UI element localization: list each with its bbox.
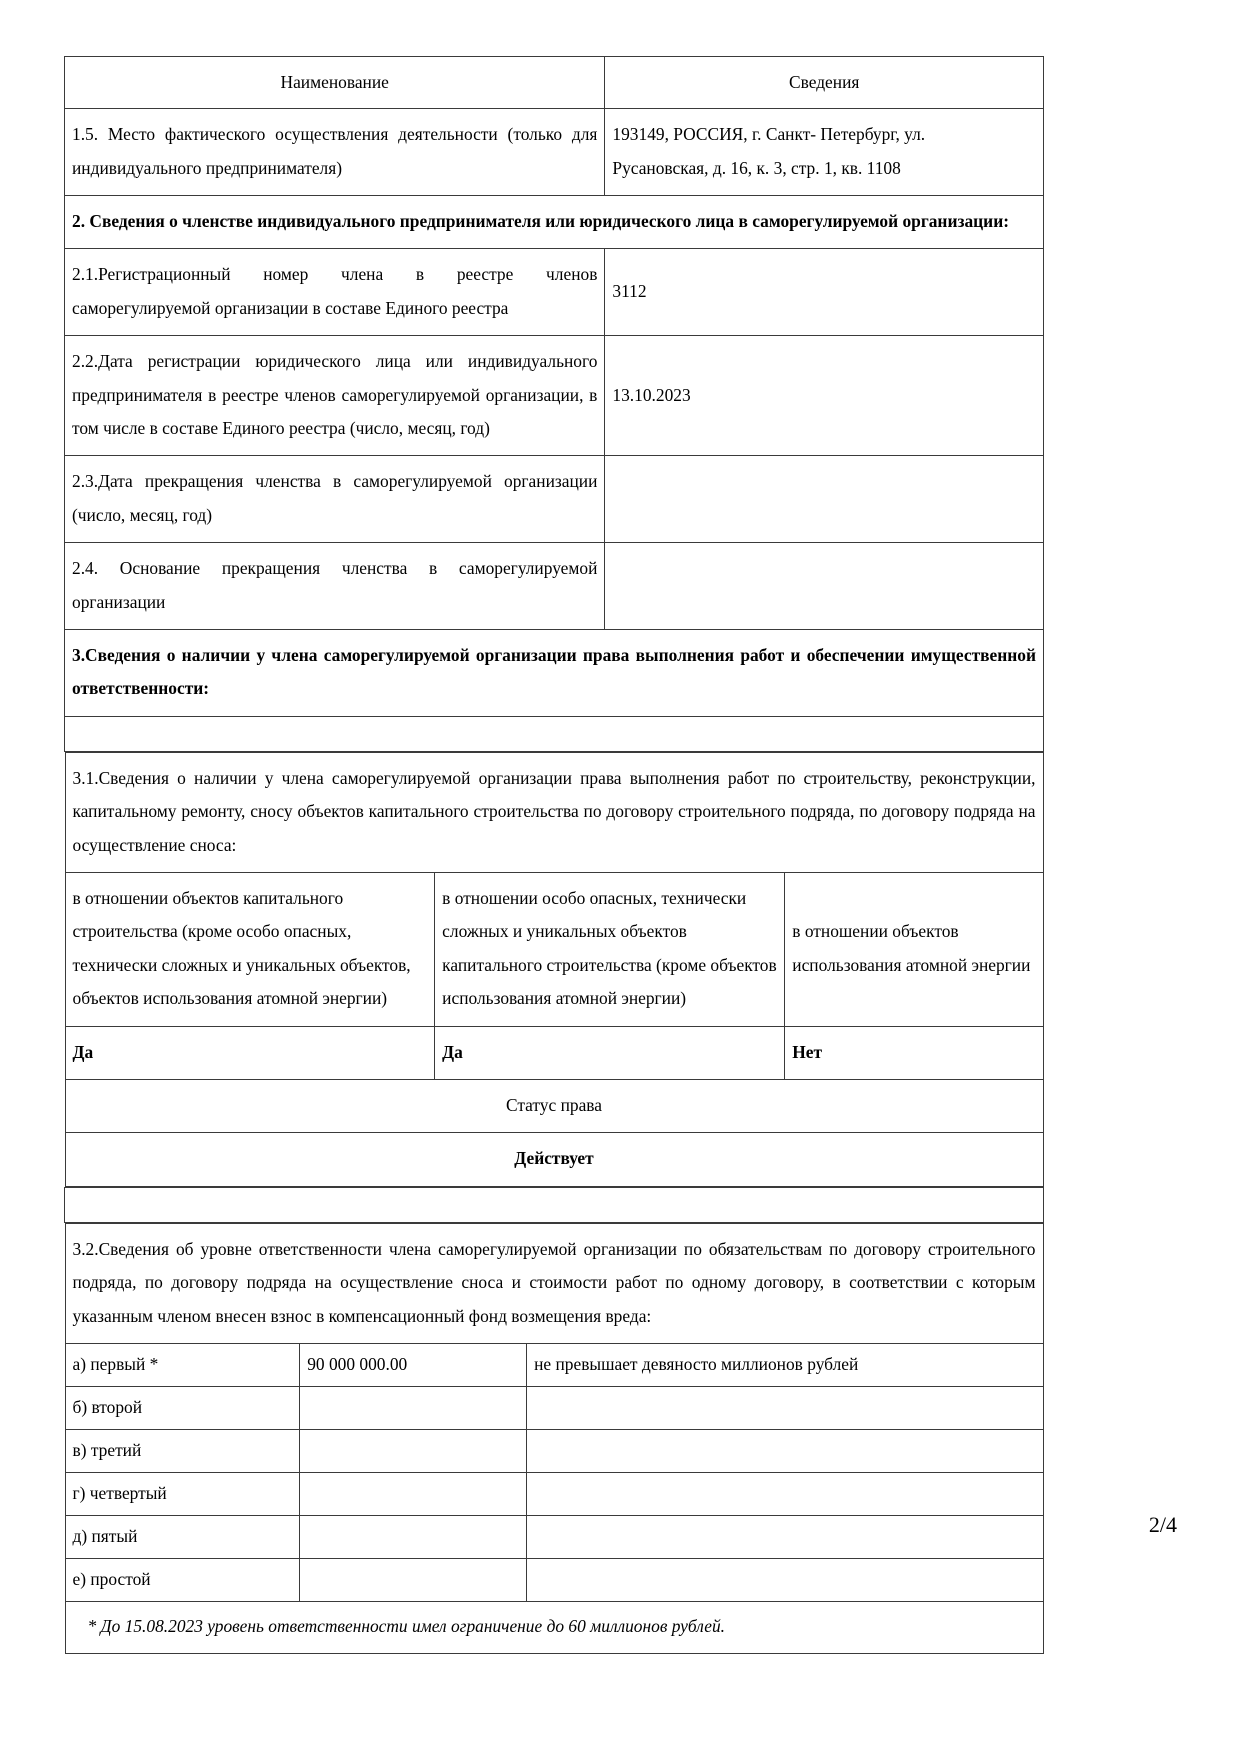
work-type-column-2-cell (435, 873, 785, 1027)
row-2-1-value-cell (605, 249, 1044, 336)
level-amount-cell (300, 1516, 527, 1559)
block-3-1-intro: 3.1.Сведения о наличии у члена саморегулируемой организации права выполнения работ по строительству, реконструкции, капитальному ремонту, сносу объектов капитального строительства по договору строительного подряда, по договору подряда на осуществление сноса: (72, 767, 1036, 855)
table-row (65, 543, 1044, 630)
level-description (527, 1516, 1042, 1537)
level-description-cell (527, 1387, 1043, 1430)
header-cell-value (605, 57, 1044, 109)
row-2-4-value-cell (605, 543, 1044, 630)
table-row (65, 456, 1044, 543)
level-name-cell (65, 1387, 300, 1430)
level-amount-cell (300, 1430, 527, 1473)
status-value-row (65, 1133, 1043, 1186)
row-1-5-value-cell (605, 109, 1044, 196)
level-amount-cell (300, 1559, 527, 1602)
row-2-1-label: 2.1.Регистрационный номер члена в реестре членов саморегулируемой организации в составе Единого реестра (72, 264, 598, 318)
block-3-1-intro-row (65, 752, 1043, 872)
block-3-2-intro: 3.2.Сведения об уровне ответственности члена саморегулируемой организации по обязательствам по договору строительного подряда, по договору подряда на осуществление сноса и стоимости работ по одному договору, в соответствии с которым указанным членом внесен взнос в компенсационный фонд возмещения вреда: (72, 1238, 1036, 1326)
level-amount: 90 000 000.00 (307, 1354, 408, 1375)
level-amount (300, 1387, 526, 1408)
level-description-cell (527, 1559, 1043, 1602)
level-amount (300, 1559, 526, 1580)
level-description-cell (527, 1516, 1043, 1559)
section-2-heading: 2. Сведения о членстве индивидуального предпринимателя или юридического лица в саморегулируемой организации: (72, 210, 1010, 231)
spacer-row (65, 1187, 1044, 1222)
table-row (65, 1473, 1043, 1516)
answer-2-cell (435, 1026, 785, 1079)
spacer (65, 1188, 1043, 1222)
status-label: Статус права (505, 1095, 602, 1116)
answer-3-cell (785, 1026, 1043, 1079)
work-type-column-2: в отношении особо опасных, технически сложных и уникальных объектов капитального строительства (кроме объектов использования атомной энергии) (442, 888, 777, 1009)
level-name-cell (65, 1559, 300, 1602)
header-cell-name (65, 57, 605, 109)
level-description: не превышает девяносто миллионов рублей (534, 1354, 859, 1375)
spacer (65, 717, 1043, 751)
section-2-heading-cell (65, 195, 1044, 248)
row-2-3-value (605, 456, 1043, 475)
page-number: 2/4 (1148, 1512, 1177, 1537)
section-3-heading: 3.Сведения о наличии у члена саморегулируемой организации права выполнения работ и обеспечении имущественной ответственности: (72, 644, 1036, 699)
block-3-2-intro-row (65, 1223, 1043, 1343)
work-type-column-1: в отношении объектов капитального строительства (кроме особо опасных, технически сложных и уникальных объектов, объектов использования атомной энергии) (72, 888, 411, 1009)
table-row (65, 1430, 1043, 1473)
row-1-5-label: 1.5. Место фактического осуществления деятельности (только для индивидуального предпринимателя) (72, 124, 598, 178)
status-label-row (65, 1080, 1043, 1133)
level-name: а) первый * (72, 1354, 159, 1375)
row-1-5-label-cell (65, 109, 605, 196)
spacer-cell (65, 1187, 1044, 1222)
block-3-1-intro-cell (65, 752, 1043, 872)
level-amount (300, 1516, 526, 1537)
registry-extract-table (64, 56, 1044, 1654)
footnote-row (65, 1602, 1043, 1654)
block-3-1-row (65, 751, 1044, 1187)
work-type-column-3-cell (785, 873, 1043, 1027)
level-description-cell (527, 1430, 1043, 1473)
row-2-4-label-cell (65, 543, 605, 630)
footnote-text: * До 15.08.2023 уровень ответственности имел ограничение до 60 миллионов рублей. (87, 1616, 725, 1637)
row-2-2-value: 13.10.2023 (612, 384, 691, 405)
level-description (527, 1473, 1042, 1494)
spacer-cell (65, 716, 1044, 751)
footnote-cell (65, 1602, 1043, 1654)
column-header-value: Сведения (789, 72, 860, 92)
table-row (65, 1516, 1043, 1559)
row-2-2-value-cell (605, 336, 1044, 456)
row-2-4-value (605, 543, 1043, 562)
level-description-cell (527, 1344, 1043, 1387)
level-name: д) пятый (72, 1526, 138, 1547)
table-header-row (65, 57, 1044, 109)
level-amount-cell (300, 1387, 527, 1430)
row-2-2-label-cell (65, 336, 605, 456)
work-type-column-3: в отношении объектов использования атомной энергии (792, 921, 1031, 975)
table-row (65, 249, 1044, 336)
level-name: е) простой (72, 1569, 151, 1590)
level-amount-cell (300, 1473, 527, 1516)
block-3-2-table (65, 1223, 1044, 1654)
table-row (65, 1344, 1043, 1387)
level-amount-cell (300, 1344, 527, 1387)
address-line-1: 193149, РОССИЯ, г. Санкт- Петербург, ул. (612, 124, 926, 145)
level-description (527, 1430, 1042, 1451)
level-amount (300, 1473, 526, 1494)
block-3-2-cell (65, 1222, 1044, 1654)
level-description (527, 1387, 1042, 1408)
row-2-1-value: 3112 (612, 281, 647, 302)
level-name-cell (65, 1430, 300, 1473)
table-row (65, 109, 1044, 196)
row-2-3-label: 2.3.Дата прекращения членства в саморегулируемой организации (число, месяц, год) (72, 471, 598, 525)
spacer-row (65, 716, 1044, 751)
row-2-3-value-cell (605, 456, 1044, 543)
section-2-heading-row (65, 195, 1044, 248)
address-line-2: Русановская, д. 16, к. 3, стр. 1, кв. 1108 (612, 157, 901, 178)
section-3-heading-cell (65, 629, 1044, 716)
status-label-cell (65, 1080, 1043, 1133)
row-2-2-label: 2.2.Дата регистрации юридического лица или индивидуального предпринимателя в реестре членов саморегулируемой организации, в том числе в составе Единого реестра (число, месяц, год) (72, 351, 598, 438)
column-header-name: Наименование (280, 72, 389, 92)
block-3-1-answers-row (65, 1026, 1043, 1079)
level-name-cell (65, 1473, 300, 1516)
row-2-1-label-cell (65, 249, 605, 336)
level-description (527, 1559, 1042, 1580)
block-3-1-table (65, 752, 1044, 1187)
answer-2: Да (442, 1041, 463, 1062)
status-value-cell (65, 1133, 1043, 1186)
block-3-1-columns-row (65, 873, 1043, 1027)
level-name: в) третий (72, 1440, 142, 1461)
row-2-3-label-cell (65, 456, 605, 543)
row-1-5-value (605, 109, 1043, 195)
block-3-2-row (65, 1222, 1044, 1654)
level-name: г) четвертый (72, 1483, 167, 1504)
level-description-cell (527, 1473, 1043, 1516)
row-2-4-label: 2.4. Основание прекращения членства в саморегулируемой организации (72, 558, 598, 612)
block-3-2-intro-cell (65, 1223, 1043, 1343)
level-name-cell (65, 1344, 300, 1387)
section-3-heading-row (65, 629, 1044, 716)
block-3-1-cell (65, 751, 1044, 1187)
answer-1-cell (65, 1026, 435, 1079)
level-amount (300, 1430, 526, 1451)
status-badge: Действует (514, 1148, 594, 1169)
level-name: б) второй (72, 1397, 143, 1418)
table-row (65, 1387, 1043, 1430)
level-name-cell (65, 1516, 300, 1559)
table-row (65, 336, 1044, 456)
work-type-column-1-cell (65, 873, 435, 1027)
table-row (65, 1559, 1043, 1602)
answer-3: Нет (792, 1041, 823, 1062)
document-page (64, 56, 1044, 1654)
answer-1: Да (72, 1041, 94, 1062)
